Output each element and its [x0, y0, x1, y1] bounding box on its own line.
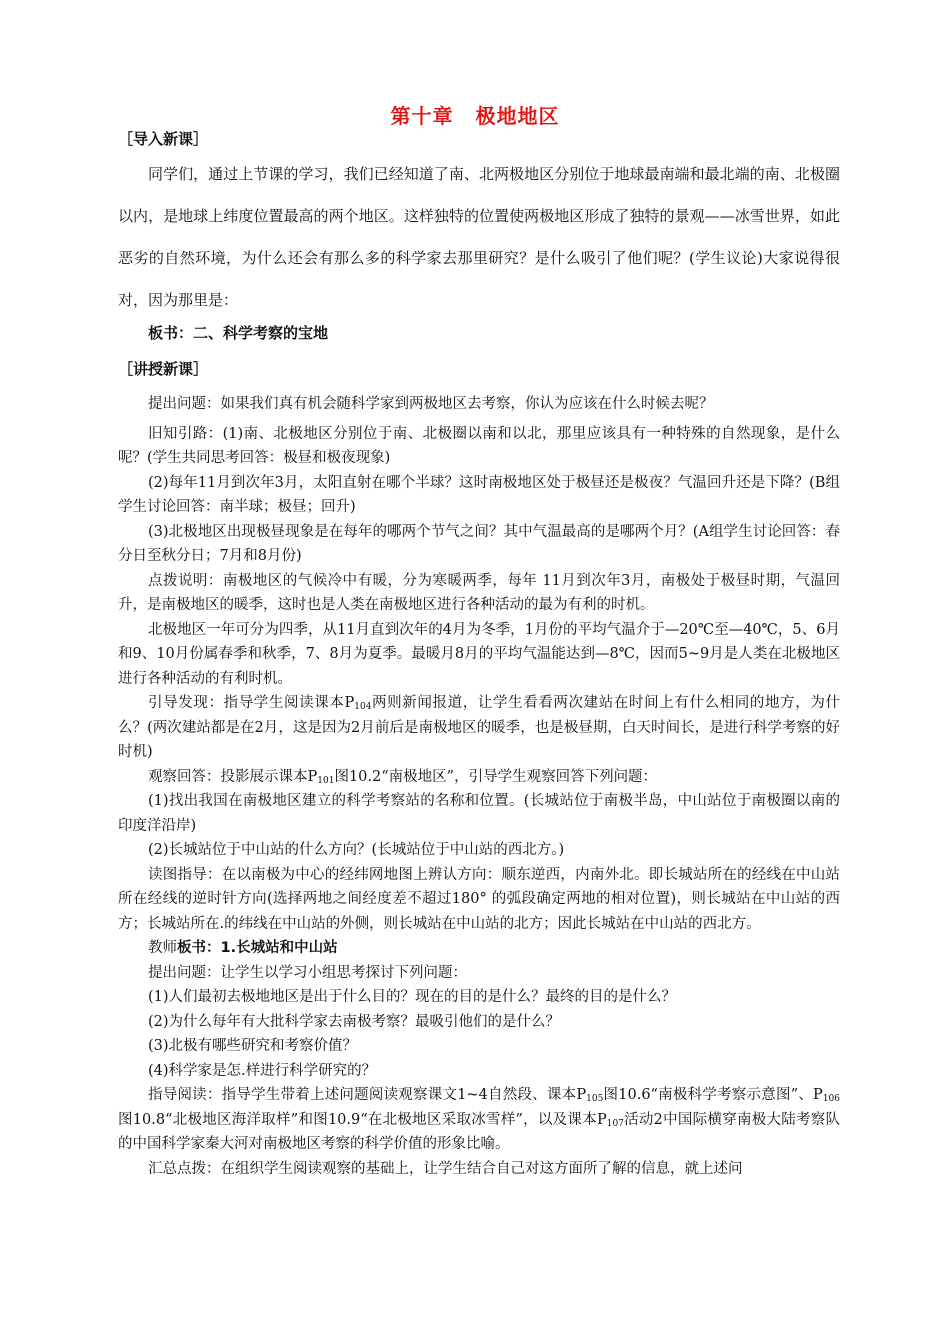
observe-question-2: (2)长城站位于中山站的什么方向？(长城站位于中山站的西北方。) [148, 842, 565, 858]
discussion-item-3: (3)北极有哪些研究和考察价值？ [148, 1038, 358, 1054]
lecture-body [118, 392, 840, 1181]
knowledge-paragraph-1: 旧知引路：(1)南、北极地区分别位于南、北极圈以南和以北，那里应该具有一种特殊的自然现象，是什么呢？(学生共同思考回答：极昼和极夜现象) [118, 425, 840, 466]
discussion-paragraph: 提出问题：让学生以学习小组思考探讨下列问题： [148, 964, 467, 981]
arctic-paragraph: 北极地区一年可分为四季，从11月直到次年的4月为冬季，1月份的平均气温介于—20℃至—40℃，5、6月和9、10月份属春季和秋季，7、8月为夏季。最暖月8月的平均气温能达到—8℃，因而5~9月是人类在北极地区进行各种活动的有利时机。 [118, 621, 840, 687]
section-heading-intro: ［导入新课］ [118, 130, 209, 148]
section-heading-lecture: ［讲授新课］ [118, 360, 209, 378]
board-note-1: 板书：二、科学考察的宝地 [148, 324, 329, 342]
reading-guide-paragraph: 指导阅读：指导学生带着上述问题阅读观察课文1~4自然段、课本$P_{105}$图10.6“南极科学考察示意图”、$P_{106}$图10.8“北极地区海洋取样”和图10.9“在北极地区采取冰雪样”，以及课本$P_{107}$活动2中国际横穿南极大陆考察队的中国科学家秦大河对南极地区考察的科学价值的形象比喻。 [118, 1087, 840, 1152]
chapter-title: 第十章 极地地区 [390, 104, 560, 128]
board-note-2: 教师板书：1.长城站和中山站 [148, 940, 338, 956]
map-reading-paragraph: 读图指导：在以南极为中心的经纬网地图上辨认方向：顺东逆西，内南外北。即长城站所在的经线在中山站所在经线的逆时针方向(选择两地之间经度差不超过180° 的弧段确定两地的相对位置)，则长城站在中山站的西方；长城站所在.的纬线在中山站的外侧，则长城站在中山站的北方；因此长城站在中山站的西北方。 [118, 866, 840, 932]
intro-paragraph: 同学们，通过上节课的学习，我们已经知道了南、北两极地区分别位于地球最南端和最北端的南、北极圈以内，是地球上纬度位置最高的两个地区。这样独特的位置使两极地区形成了独特的景观——冰雪世界，如此恶劣的自然环境，为什么还会有那么多的科学家去那里研究？是什么吸引了他们呢？(学生议论)大家说得很对，因为那里是： [118, 165, 840, 309]
hint-paragraph: 点拨说明：南极地区的气候冷中有暖，分为寒暖两季，每年 11月到次年3月，南极处于极昼时期，气温回升，是南极地区的暖季，这时也是人类在南极地区进行各种活动的最为有利的时机。 [118, 572, 840, 613]
discussion-item-2: (2)为什么每年有大批科学家去南极考察？最吸引他们的是什么？ [148, 1013, 561, 1030]
knowledge-paragraph-2: (2)每年11月到次年3月，太阳直射在哪个半球？这时南极地区处于极昼还是极夜？气温回升还是下降？(B组学生讨论回答：南半球；极昼；回升) [118, 474, 840, 515]
knowledge-paragraph-3: (3)北极地区出现极昼现象是在每年的哪两个节气之间？其中气温最高的是哪两个月？(A组学生讨论回答：春分日至秋分日；7月和8月份) [118, 523, 840, 564]
discussion-item-1: (1)人们最初去极地地区是出于什么目的？现在的目的是什么？最终的目的是什么？ [148, 989, 677, 1005]
discussion-item-4: (4)科学家是怎.样进行科学研究的？ [148, 1062, 377, 1079]
observe-question-1: (1)找出我国在南极地区建立的科学考察站的名称和位置。(长城站位于南极半岛，中山站位于南极圈以南的印度洋沿岸) [118, 793, 840, 834]
question-paragraph: 提出问题：如果我们真有机会随科学家到两极地区去考察，你认为应该在什么时候去呢？ [148, 396, 714, 412]
observe-paragraph: 观察回答：投影展示课本$P_{101}$图10.2“南极地区”，引导学生观察回答下列问题： [148, 768, 658, 786]
guide-paragraph: 引导发现：指导学生阅读课本$P_{104}$两则新闻报道，让学生看看两次建站在时间上有什么相同的地方，为什么？(两次建站都是在2月，这是因为2月前后是南极地区的暖季，也是极昼期，白天时间长，是进行科学考察的好时机) [118, 695, 840, 760]
summary-paragraph: 汇总点拨：在组织学生阅读观察的基础上，让学生结合自己对这方面所了解的信息，就上述问 [148, 1160, 743, 1177]
